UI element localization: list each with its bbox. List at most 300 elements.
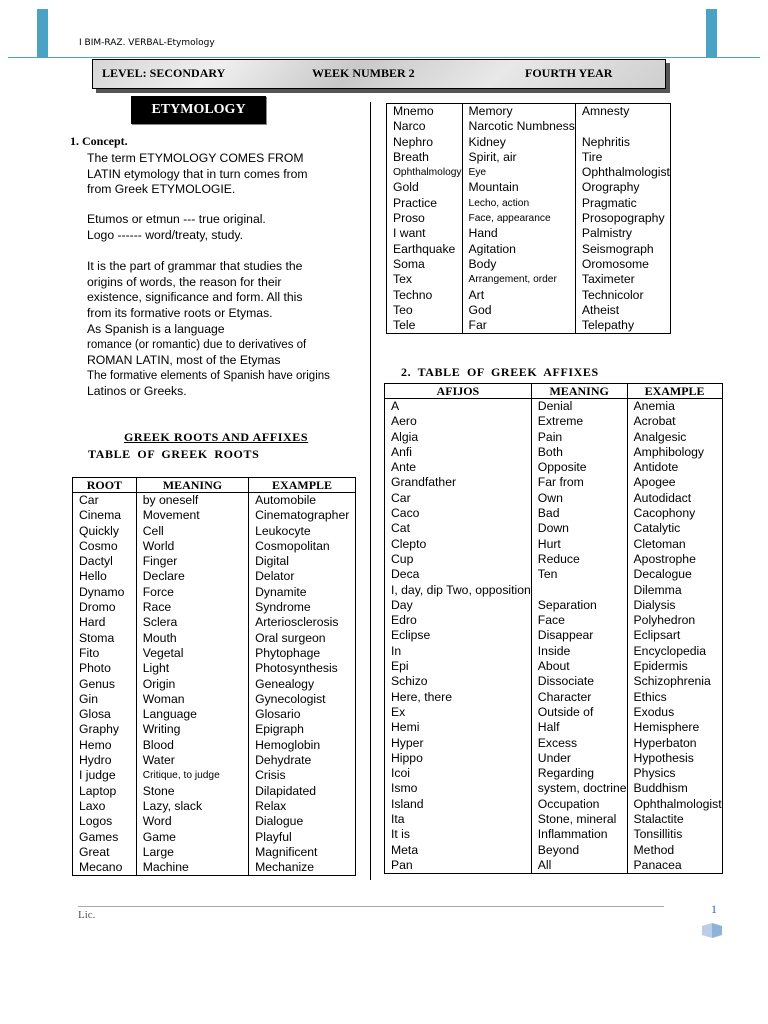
column-header-root: ROOT — [73, 478, 137, 493]
cell-meaning: Cell — [136, 524, 248, 539]
table-row — [387, 180, 671, 195]
cell-meaning: About — [531, 659, 627, 674]
cell-example: Oromosome — [575, 257, 670, 272]
cell-example: Telepathy — [575, 318, 670, 334]
concept-paragraph-3: It is the part of grammar that studies the origins of words, the reason for their existence, significance and form. All this from its formative roots or Etymas. — [87, 259, 303, 320]
table-row — [385, 430, 723, 445]
cell-first: Hydro — [73, 753, 137, 768]
cell-example: Palmistry — [575, 226, 670, 241]
cell-first: Hyper — [385, 736, 532, 751]
cell-first: Narco — [387, 119, 463, 134]
cell-meaning: Mountain — [462, 180, 575, 195]
cell-first: Great — [73, 845, 137, 860]
table-row — [385, 475, 723, 490]
table-row — [385, 506, 723, 521]
cell-meaning: Lecho, action — [462, 196, 575, 211]
column-header-meaning: MEANING — [531, 384, 627, 399]
cell-first: Practice — [387, 196, 463, 211]
cell-meaning: Character — [531, 690, 627, 705]
cell-meaning: Stone, mineral — [531, 812, 627, 827]
cell-example: Magnificent — [249, 845, 356, 860]
cell-meaning: Race — [136, 600, 248, 615]
table-row — [385, 552, 723, 567]
cell-example: Tonsillitis — [627, 827, 722, 842]
cell-example: Cletoman — [627, 537, 722, 552]
cell-meaning: Word — [136, 814, 248, 829]
table-row — [73, 631, 356, 646]
cell-example: Cacophony — [627, 506, 722, 521]
cell-example: Tire — [575, 150, 670, 165]
cell-example: Delator — [249, 569, 356, 584]
table-row — [73, 830, 356, 845]
cell-example: Encyclopedia — [627, 644, 722, 659]
cell-example: Playful — [249, 830, 356, 845]
cell-meaning: Face — [531, 613, 627, 628]
cell-meaning: Reduce — [531, 552, 627, 567]
table-row — [73, 722, 356, 737]
cell-meaning: Face, appearance — [462, 211, 575, 226]
table-row — [73, 646, 356, 661]
cell-first: It is — [385, 827, 532, 842]
cell-meaning: Kidney — [462, 135, 575, 150]
cell-example: Amnesty — [575, 104, 670, 120]
cell-first: A — [385, 399, 532, 415]
cell-example: Dehydrate — [249, 753, 356, 768]
cell-example: Genealogy — [249, 677, 356, 692]
table-row — [73, 554, 356, 569]
cell-meaning: Language — [136, 707, 248, 722]
cell-first: Hello — [73, 569, 137, 584]
cell-example: Seismograph — [575, 242, 670, 257]
cell-example: Analgesic — [627, 430, 722, 445]
cell-example: Syndrome — [249, 600, 356, 615]
table-row — [387, 226, 671, 241]
cell-meaning: Art — [462, 288, 575, 303]
level-label: LEVEL: SECONDARY — [102, 66, 226, 80]
cell-meaning: system, doctrine — [531, 781, 627, 796]
table-row — [387, 150, 671, 165]
cell-first: Earthquake — [387, 242, 463, 257]
table-row — [387, 196, 671, 211]
cell-meaning: Inside — [531, 644, 627, 659]
cell-meaning: Stone — [136, 784, 248, 799]
table-row — [387, 104, 671, 120]
cell-first: Deca — [385, 567, 532, 582]
cell-meaning: Narcotic Numbness — [462, 119, 575, 134]
cell-example: Ethics — [627, 690, 722, 705]
cell-meaning: Denial — [531, 399, 627, 415]
cell-first: Quickly — [73, 524, 137, 539]
cell-meaning: Extreme — [531, 414, 627, 429]
cell-meaning: Spirit, air — [462, 150, 575, 165]
cell-meaning: Critique, to judge — [136, 768, 248, 783]
cell-example: Digital — [249, 554, 356, 569]
table-row — [73, 753, 356, 768]
header-title: I BIM-RAZ. VERBAL-Etymology — [79, 38, 215, 48]
cell-example: Technicolor — [575, 288, 670, 303]
cell-first: Mecano — [73, 860, 137, 876]
table-row — [385, 399, 723, 415]
cell-example: Hemoglobin — [249, 738, 356, 753]
cell-first: Soma — [387, 257, 463, 272]
cell-first: Pan — [385, 858, 532, 874]
cell-meaning: Occupation — [531, 797, 627, 812]
table-row — [387, 303, 671, 318]
table-row — [73, 600, 356, 615]
cell-first: Anfi — [385, 445, 532, 460]
table-row — [73, 661, 356, 676]
cell-meaning: Half — [531, 720, 627, 735]
cell-example: Epidermis — [627, 659, 722, 674]
cell-meaning: God — [462, 303, 575, 318]
table-row — [387, 242, 671, 257]
cell-example: Cinematographer — [249, 508, 356, 523]
table-row — [385, 644, 723, 659]
table-row — [385, 720, 723, 735]
table-row — [385, 628, 723, 643]
table-row — [385, 781, 723, 796]
cell-first: Dromo — [73, 600, 137, 615]
cell-first: Hippo — [385, 751, 532, 766]
table-row — [73, 692, 356, 707]
column-divider — [370, 102, 371, 880]
cell-example: Apogee — [627, 475, 722, 490]
cell-example: Epigraph — [249, 722, 356, 737]
column-header-example: EXAMPLE — [627, 384, 722, 399]
cell-example: Amphibology — [627, 445, 722, 460]
cell-example: Pragmatic — [575, 196, 670, 211]
footer-rule — [78, 906, 664, 907]
table-row — [73, 860, 356, 876]
cell-first: Ophthalmology — [387, 165, 463, 180]
table-row — [73, 768, 356, 783]
cell-first: I judge — [73, 768, 137, 783]
cell-example: Crisis — [249, 768, 356, 783]
cell-example: Hypothesis — [627, 751, 722, 766]
cell-meaning: Declare — [136, 569, 248, 584]
table-row — [387, 165, 671, 180]
cell-example: Orography — [575, 180, 670, 195]
cell-first: Logos — [73, 814, 137, 829]
table-row — [73, 814, 356, 829]
cell-example: Apostrophe — [627, 552, 722, 567]
cell-first: Car — [73, 493, 137, 509]
greek-affixes-table — [384, 383, 723, 874]
cell-first: Ismo — [385, 781, 532, 796]
cell-first: Ex — [385, 705, 532, 720]
cell-example: Catalytic — [627, 521, 722, 536]
cell-first: Glosa — [73, 707, 137, 722]
cell-meaning: Far — [462, 318, 575, 334]
table-row — [73, 508, 356, 523]
cell-example: Buddhism — [627, 781, 722, 796]
cell-first: Genus — [73, 677, 137, 692]
cell-example: Cosmopolitan — [249, 539, 356, 554]
cell-meaning: Far from — [531, 475, 627, 490]
cell-first: Ante — [385, 460, 532, 475]
table-row — [385, 705, 723, 720]
cell-example: Exodus — [627, 705, 722, 720]
table-row — [385, 583, 723, 598]
cell-meaning: Light — [136, 661, 248, 676]
table-row — [73, 845, 356, 860]
cell-meaning: Outside of — [531, 705, 627, 720]
cell-meaning: Arrangement, order — [462, 272, 575, 287]
greek-roots-affixes-title: GREEK ROOTS AND AFFIXES — [124, 430, 309, 444]
cell-first: Techno — [387, 288, 463, 303]
cell-first: Edro — [385, 613, 532, 628]
cell-meaning: Dissociate — [531, 674, 627, 689]
cell-first: Aero — [385, 414, 532, 429]
cell-example — [575, 119, 670, 134]
cell-meaning: Game — [136, 830, 248, 845]
table-row — [73, 799, 356, 814]
table-row — [73, 493, 356, 509]
cell-first: Gold — [387, 180, 463, 195]
table-row — [387, 318, 671, 334]
greek-affixes-table-title: 2. TABLE OF GREEK AFFIXES — [401, 365, 599, 379]
cell-example: Method — [627, 843, 722, 858]
cell-meaning: by oneself — [136, 493, 248, 509]
cell-meaning: Separation — [531, 598, 627, 613]
greek-roots-table — [72, 477, 356, 876]
page-badge-icon — [700, 922, 724, 938]
cell-meaning: Down — [531, 521, 627, 536]
cell-example: Acrobat — [627, 414, 722, 429]
cell-example: Phytophage — [249, 646, 356, 661]
cell-first: Teo — [387, 303, 463, 318]
cell-meaning: Water — [136, 753, 248, 768]
cell-first: Hemi — [385, 720, 532, 735]
greek-roots-table-title: TABLE OF GREEK ROOTS — [88, 447, 260, 461]
cell-example: Hyperbaton — [627, 736, 722, 751]
cell-first: Grandfather — [385, 475, 532, 490]
cell-example: Nephritis — [575, 135, 670, 150]
cell-meaning: Writing — [136, 722, 248, 737]
cell-first: Here, there — [385, 690, 532, 705]
cell-meaning: Under — [531, 751, 627, 766]
cell-example: Antidote — [627, 460, 722, 475]
cell-example: Automobile — [249, 493, 356, 509]
cell-meaning: World — [136, 539, 248, 554]
table-row — [385, 537, 723, 552]
cell-meaning: Agitation — [462, 242, 575, 257]
table-row — [73, 524, 356, 539]
cell-first: Stoma — [73, 631, 137, 646]
table-row — [385, 751, 723, 766]
table-row — [385, 460, 723, 475]
concept-paragraph-4: As Spanish is a language romance (or romantic) due to derivatives of ROMAN LATIN, most of the Etymas The formative elements of Spanish have origins Latinos or Greeks. — [87, 322, 330, 398]
footer-author: Lic. — [78, 909, 96, 921]
cell-example: Autodidact — [627, 491, 722, 506]
cell-first: Proso — [387, 211, 463, 226]
page-number: 1 — [711, 902, 717, 916]
cell-first: Fito — [73, 646, 137, 661]
table-row — [385, 659, 723, 674]
cell-example: Prosopography — [575, 211, 670, 226]
cell-meaning: Both — [531, 445, 627, 460]
cell-first: Clepto — [385, 537, 532, 552]
table-row — [385, 613, 723, 628]
cell-example: Ophthalmologist — [575, 165, 670, 180]
cell-first: Breath — [387, 150, 463, 165]
cell-example: Oral surgeon — [249, 631, 356, 646]
cell-first: Gin — [73, 692, 137, 707]
header-rule — [8, 57, 760, 58]
table-row — [73, 539, 356, 554]
cell-meaning: Eye — [462, 165, 575, 180]
table-row — [387, 257, 671, 272]
table-row — [73, 738, 356, 753]
cell-first: Car — [385, 491, 532, 506]
cell-meaning: Memory — [462, 104, 575, 120]
table-row — [73, 707, 356, 722]
table-row — [385, 843, 723, 858]
cell-example: Stalactite — [627, 812, 722, 827]
table-row — [387, 119, 671, 134]
table-row — [387, 135, 671, 150]
cell-first: Dactyl — [73, 554, 137, 569]
table-row — [73, 569, 356, 584]
cell-example: Physics — [627, 766, 722, 781]
cell-meaning: Machine — [136, 860, 248, 876]
cell-meaning: Hurt — [531, 537, 627, 552]
cell-first: Icoi — [385, 766, 532, 781]
cell-meaning: Pain — [531, 430, 627, 445]
cell-example: Anemia — [627, 399, 722, 415]
cell-meaning: All — [531, 858, 627, 874]
cell-first: Hard — [73, 615, 137, 630]
cell-meaning: Ten — [531, 567, 627, 582]
cell-first: I want — [387, 226, 463, 241]
cell-meaning: Own — [531, 491, 627, 506]
column-header-meaning: MEANING — [136, 478, 248, 493]
cell-example: Gynecologist — [249, 692, 356, 707]
cell-meaning: Inflammation — [531, 827, 627, 842]
cell-example: Dilapidated — [249, 784, 356, 799]
cell-first: Nephro — [387, 135, 463, 150]
cell-example: Relax — [249, 799, 356, 814]
concept-paragraph-1: The term ETYMOLOGY COMES FROM LATIN etymology that in turn comes from from Greek ETYMOLOGIE. — [87, 151, 308, 196]
cell-example: Taximeter — [575, 272, 670, 287]
greek-roots-continued-table — [386, 103, 671, 334]
cell-first: Tele — [387, 318, 463, 334]
cell-meaning: Mouth — [136, 631, 248, 646]
cell-first: Hemo — [73, 738, 137, 753]
cell-example: Arteriosclerosis — [249, 615, 356, 630]
table-header-row — [73, 478, 356, 493]
cell-first: Algia — [385, 430, 532, 445]
week-label: WEEK NUMBER 2 — [312, 66, 415, 80]
cell-example: Decalogue — [627, 567, 722, 582]
table-row — [385, 491, 723, 506]
table-row — [73, 615, 356, 630]
cell-first: Dynamo — [73, 585, 137, 600]
table-row — [385, 766, 723, 781]
table-row — [73, 585, 356, 600]
cell-first: Cosmo — [73, 539, 137, 554]
cell-first: Tex — [387, 272, 463, 287]
cell-first: Ita — [385, 812, 532, 827]
cell-example: Panacea — [627, 858, 722, 874]
cell-meaning: Hand — [462, 226, 575, 241]
cell-first: In — [385, 644, 532, 659]
cell-first: Caco — [385, 506, 532, 521]
cell-meaning: Regarding — [531, 766, 627, 781]
table-row — [385, 567, 723, 582]
year-label: FOURTH YEAR — [525, 66, 613, 80]
cell-meaning: Large — [136, 845, 248, 860]
cell-example: Atheist — [575, 303, 670, 318]
cell-first: Schizo — [385, 674, 532, 689]
cell-first: Day — [385, 598, 532, 613]
section-title-box: ETYMOLOGY — [131, 96, 266, 124]
table-row — [73, 784, 356, 799]
cell-example: Dilemma — [627, 583, 722, 598]
cell-example: Leukocyte — [249, 524, 356, 539]
table-header-row — [385, 384, 723, 399]
table-row — [387, 211, 671, 226]
cell-example: Polyhedron — [627, 613, 722, 628]
cell-meaning: Origin — [136, 677, 248, 692]
cell-meaning: Vegetal — [136, 646, 248, 661]
cell-meaning: Opposite — [531, 460, 627, 475]
table-row — [385, 858, 723, 874]
cell-meaning: Force — [136, 585, 248, 600]
cell-meaning: Disappear — [531, 628, 627, 643]
cell-example: Mechanize — [249, 860, 356, 876]
cell-meaning: Woman — [136, 692, 248, 707]
cell-first: Island — [385, 797, 532, 812]
cell-example: Schizophrenia — [627, 674, 722, 689]
concept-paragraph-2: Etumos or etmun --- true original. Logo ------ word/treaty, study. — [87, 212, 266, 242]
cell-meaning: Lazy, slack — [136, 799, 248, 814]
cell-example: Ophthalmologist — [627, 797, 722, 812]
concept-heading: 1. Concept. — [70, 134, 128, 148]
cell-first: Graphy — [73, 722, 137, 737]
cell-first: Photo — [73, 661, 137, 676]
right-corner-bar — [706, 9, 717, 57]
cell-meaning: Beyond — [531, 843, 627, 858]
cell-meaning: Movement — [136, 508, 248, 523]
cell-example: Dialogue — [249, 814, 356, 829]
table-row — [385, 445, 723, 460]
cell-first: Meta — [385, 843, 532, 858]
cell-first: Mnemo — [387, 104, 463, 120]
table-row — [385, 521, 723, 536]
cell-example: Glosario — [249, 707, 356, 722]
table-row — [387, 272, 671, 287]
cell-first: Laxo — [73, 799, 137, 814]
cell-example: Dynamite — [249, 585, 356, 600]
cell-meaning: Finger — [136, 554, 248, 569]
table-row — [73, 677, 356, 692]
cell-first: Cat — [385, 521, 532, 536]
cell-meaning — [531, 583, 627, 598]
cell-first: Eclipse — [385, 628, 532, 643]
level-banner — [92, 59, 666, 89]
table-row — [385, 414, 723, 429]
table-row — [385, 797, 723, 812]
column-header-affix: AFIJOS — [385, 384, 532, 399]
cell-example: Photosynthesis — [249, 661, 356, 676]
cell-meaning: Bad — [531, 506, 627, 521]
cell-first: Games — [73, 830, 137, 845]
column-header-example: EXAMPLE — [249, 478, 356, 493]
cell-first: Epi — [385, 659, 532, 674]
cell-first: Laptop — [73, 784, 137, 799]
cell-meaning: Body — [462, 257, 575, 272]
